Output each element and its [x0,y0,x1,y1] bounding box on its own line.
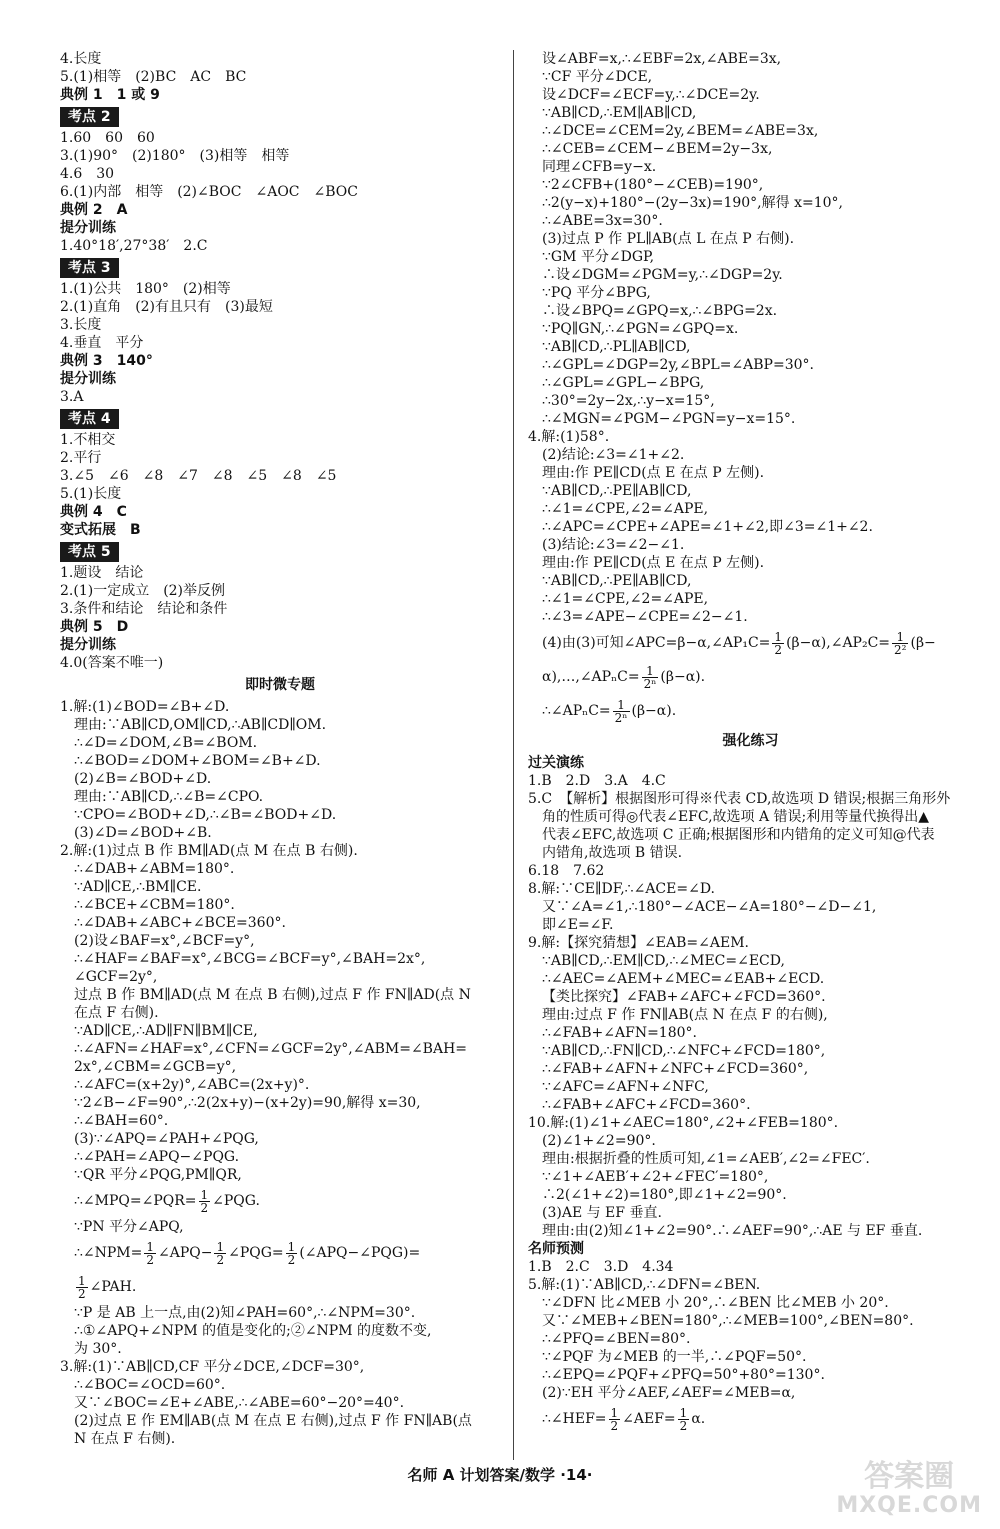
fraction-numerator: 1 [200,1187,209,1202]
fraction-denominator: 2ⁿ [614,710,628,725]
solution-line: ∴设∠DGM=∠PGM=y,∴∠DGP=2y. [542,267,783,283]
solution-line: ∴①∠APQ+∠NPM 的值是变化的;②∠NPM 的度数不变, [74,1323,432,1339]
solution-line: 10.解:(1)∠1+∠AEC=180°,∠2+∠FEB=180°. [528,1115,839,1131]
fraction-denominator: 2 [774,642,783,657]
answer-line: 1.B 2.D 3.A 4.C [528,773,666,789]
section-badge-kaodian-4: 考点 4 [60,409,119,429]
section-badge-kaodian-5: 考点 5 [60,542,119,562]
fraction-two-squared [892,631,908,656]
solution-line-fraction [60,1236,500,1270]
fraction-denominator: 2 [610,1418,619,1433]
fraction-denominator: 2 [200,1200,209,1215]
subsection-label: 提分训练 [60,220,116,236]
solution-line: ∴∠BOD=∠DOM+∠BOM=∠B+∠D. [74,753,321,769]
subsection-label: 提分训练 [60,371,116,387]
fraction-numerator: 1 [679,1405,688,1420]
solution-line: 8.解:∵CE∥DF,∴∠ACE=∠D. [528,881,715,897]
solution-line: 9.解:【探究猜想】∠EAB=∠AEM. [528,935,749,951]
solution-line: ∵CF 平分∠DCE, [542,69,653,85]
solution-line: ∴∠FAB+∠AFN=180°. [542,1025,697,1041]
fraction-denominator: 2² [894,642,907,657]
section-title-qianghua: 强化练习 [722,733,779,749]
solution-line: ∵QR 平分∠PQG,PM∥QR, [74,1167,242,1183]
solution-line: 理由:由(2)知∠1+∠2=90°.∴∠AEF=90°,∴AE 与 EF 垂直. [542,1223,923,1239]
answer-line: 1.不相交 [60,432,116,448]
math-text: ∠PAH. [89,1279,137,1295]
solution-line: ∴∠D=∠DOM,∠B=∠BOM. [74,735,258,751]
solution-line: (3)结论:∠3=∠2−∠1. [542,537,685,553]
answer-line: 3.条件和结论 结论和条件 [60,601,228,617]
section-title-jishi: 即时微专题 [245,677,315,693]
fraction-denominator: 2ⁿ [643,676,657,691]
answer-line: 6.(1)内部 相等 (2)∠BOC ∠AOC ∠BOC [60,184,358,200]
fraction-numerator: 1 [216,1239,225,1254]
solution-line: ∴2(y−x)+180°−(2y−3x)=190°,解得 x=10°, [542,195,843,211]
answer-line: 2.(1)直角 (2)有且只有 (3)最短 [60,299,273,315]
solution-line: 3.解:(1)∵AB∥CD,CF 平分∠DCE,∠DCF=30°, [60,1359,365,1375]
solution-line: ∵AB∥CD,∴PE∥AB∥CD, [542,573,692,589]
solution-line: 理由:根据折叠的性质可知,∠1=∠AEB′,∠2=∠FEC′. [542,1151,870,1167]
math-text: ∠APQ− [158,1245,213,1261]
solution-line-fraction [60,1184,500,1218]
solution-line: ∵AB∥CD,∴FN∥CD,∴∠NFC+∠FCD=180°, [542,1043,826,1059]
solution-line: ∵PQ∥GN,∴∠PGN=∠GPQ=x. [542,321,739,337]
solution-line: 过点 B 作 BM∥AD(点 M 在点 B 右侧),过点 F 作 FN∥AD(点 N [74,987,471,1003]
solution-line: ∴∠GPL=∠GPL−∠BPG, [542,375,705,391]
example-answer: 典例 5 D [60,619,129,635]
solution-line: ∵AB∥CD,∴PE∥AB∥CD, [542,483,692,499]
solution-line-fraction [528,1402,973,1436]
solution-line: 即∠E=∠F. [542,917,614,933]
solution-line: ∴∠MGN=∠PGM−∠PGN=y−x=15°. [542,411,796,427]
solution-line: ∠GCF=2y°, [74,969,158,985]
example-answer: 典例 4 C [60,504,127,520]
solution-line: ∴∠1=∠CPE,∠2=∠APE, [542,591,709,607]
subsection-label: 提分训练 [60,637,116,653]
solution-line: ∵AD∥CE,∴BM∥CE. [74,879,202,895]
solution-line-fraction [528,626,973,660]
solution-line: (2)∠B=∠BOD+∠D. [74,771,212,787]
watermark-logo [836,1460,982,1518]
solution-line: (2)结论:∠3=∠1+∠2. [542,447,685,463]
answer-line: 3.(1)90° (2)180° (3)相等 相等 [60,148,290,164]
solution-line: ∵PN 平分∠APQ, [74,1219,184,1235]
solution-line: ∵AB∥CD,∴EM∥CD,∴∠MEC=∠ECD, [542,953,785,969]
solution-line: ∵∠1+∠AEB′+∠2+∠FEC′=180°, [542,1169,769,1185]
section-badge-kaodian-2: 考点 2 [60,107,119,127]
solution-line: ∴∠1=∠CPE,∠2=∠APE, [542,501,709,517]
solution-line: (3)AE 与 EF 垂直. [542,1205,662,1221]
section-badge-kaodian-3: 考点 3 [60,258,119,278]
answer-line: 2.平行 [60,450,102,466]
solution-line: ∵P 是 AB 上一点,由(2)知∠PAH=60°,∴∠NPM=30°. [74,1305,416,1321]
fraction-numerator: 1 [642,665,659,678]
solution-line: 又∵∠MEB+∠BEN=180°,∴∠MEB=100°,∠BEN=80°. [542,1313,914,1329]
solution-line: ∴∠EPQ=∠PQF+∠PFQ=50°+80°=130°. [542,1367,825,1383]
solution-line: 2x°,∠CBM=∠GCB=y°, [74,1059,237,1075]
solution-line: (2)∵EH 平分∠AEF,∠AEF=∠MEB=α, [542,1385,796,1401]
math-text: ∴∠APₙC= [542,703,611,719]
solution-line: (2)∠1+∠2=90°. [542,1133,656,1149]
solution-line: ∵∠AFC=∠AFN+∠NFC, [542,1079,709,1095]
solution-line: 理由:过点 F 作 FN∥AB(点 N 在点 F 的右侧), [542,1007,828,1023]
fraction-two-n [613,699,630,724]
solution-line: ∴∠BCE+∠CBM=180°. [74,897,235,913]
left-column [60,50,500,1448]
solution-line: 理由:作 PE∥CD(点 E 在点 P 左侧). [542,465,765,481]
solution-line: (2)设∠BAF=x°,∠BCF=y°, [74,933,255,949]
fraction-numerator: 1 [613,699,630,712]
answer-line: 1.题设 结论 [60,565,144,581]
solution-line: ∵AB∥CD,∴PL∥AB∥CD, [542,339,691,355]
solution-line: ∴∠BOC=∠OCD=60°. [74,1377,226,1393]
solution-line: 又∵∠BOC=∠E+∠ABE,∴∠ABE=60°−20°=40°. [74,1395,405,1411]
answer-line: 4.0(答案不唯一) [60,655,164,671]
solution-line: 2.解:(1)过点 B 作 BM∥AD(点 M 在点 B 右侧). [60,843,358,859]
solution-line: ∴∠GPL=∠DGP=2y,∠BPL=∠ABP=30°. [542,357,814,373]
solution-line: ∵2∠CFB+(180°−∠CEB)=190°, [542,177,764,193]
right-column [528,50,973,1436]
answer-line: 1.40°18′,27°38′ 2.C [60,238,208,254]
solution-line: 在点 F 右侧). [74,1005,159,1021]
solution-line: ∵AD∥CE,∴AD∥FN∥BM∥CE, [74,1023,258,1039]
math-text: ∴∠NPM= [74,1245,143,1261]
answer-line: 1.(1)公共 180° (2)相等 [60,281,231,297]
solution-line-fraction [528,660,973,694]
math-text: (∠APQ−∠PQG)= [299,1245,421,1261]
fraction-denominator: 2 [146,1252,155,1267]
math-text: ∠PQG. [212,1193,260,1209]
solution-line: ∵PQ 平分∠BPG, [542,285,651,301]
solution-line: ∴∠HAF=∠BAF=x°,∠BCG=∠BCF=y°,∠BAH=2x°, [74,951,426,967]
answer-line: 4.长度 [60,51,102,67]
page-footer: 名师 A 计划答案/数学 ·14· [407,1466,593,1484]
fraction-half [772,631,784,656]
fraction-numerator: 1 [892,631,908,644]
answer-line: 4.6 30 [60,166,115,182]
solution-line: 设∠ABF=x,∴∠EBF=2x,∠ABE=3x, [542,51,782,67]
solution-line: 1.解:(1)∠BOD=∠B+∠D. [60,699,230,715]
solution-line-fraction [528,694,973,728]
answer-line: 3.长度 [60,317,102,333]
solution-line: ∴∠BAH=60°. [74,1113,169,1129]
solution-line: ∴∠3=∠APE−∠CPE=∠2−∠1. [542,609,748,625]
math-text: ∠PQG= [228,1245,284,1261]
solution-line: ∵2∠B−∠F=90°,∴2(2x+y)−(x+2y)=90,解得 x=30, [74,1095,421,1111]
math-text: α),…,∠APₙC= [542,669,640,685]
solution-line: ∵AB∥CD,∴EM∥AB∥CD, [542,105,697,121]
watermark-url: MXQE.COM [836,1493,982,1518]
solution-line: 理由:∵AB∥CD,∴∠B=∠CPO. [74,789,264,805]
solution-line: (3)过点 P 作 PL∥AB(点 L 在点 P 右侧). [542,231,795,247]
fraction-half [76,1275,88,1300]
fraction-denominator: 2 [287,1252,296,1267]
fraction-numerator: 1 [774,629,783,644]
math-text: (β−α),∠AP₂C= [786,635,891,651]
solution-line: (3)∵∠APQ=∠PAH+∠PQG, [74,1131,259,1147]
fraction-numerator: 1 [146,1239,155,1254]
solution-line: ∴∠CEB=∠CEM−∠BEM=2y−3x, [542,141,773,157]
answer-line: 角的性质可得◎代表∠EFC,故选项 A 错误;利用等量代换得出▲ [542,809,930,825]
fraction-half [286,1241,298,1266]
math-text: α. [691,1411,706,1427]
answer-line: 5.(1)长度 [60,486,122,502]
solution-line: 设∠DCF=∠ECF=y,∴∠DCE=2y. [542,87,760,103]
fraction-denominator: 2 [679,1418,688,1433]
answer-line: 5.C 【解析】根据图形可得※代表 CD,故选项 D 错误;根据三角形外 [528,791,951,807]
subsection-label: 名师预测 [528,1241,584,1257]
solution-line: 同理∠CFB=y−x. [542,159,657,175]
math-text: ∠AEF= [622,1411,676,1427]
answer-line: 5.(1)相等 (2)BC AC BC [60,69,247,85]
solution-line: ∴∠APC=∠CPE+∠APE=∠1+∠2,即∠3=∠1+∠2. [542,519,873,535]
solution-line: (3)∠D=∠BOD+∠B. [74,825,212,841]
solution-line: ∴∠DAB+∠ABC+∠BCE=360°. [74,915,286,931]
solution-line: ∴∠PFQ=∠BEN=80°. [542,1331,691,1347]
solution-line: 为 30°. [74,1341,122,1357]
fraction-numerator: 1 [287,1239,296,1254]
answer-line: 3.A [60,389,84,405]
solution-line: ∴∠AEC=∠AEM+∠MEC=∠EAB+∠ECD. [542,971,825,987]
solution-line: ∴∠FAB+∠AFC+∠FCD=360°. [542,1097,751,1113]
fraction-half [678,1407,690,1432]
solution-line: ∵CPO=∠BOD+∠D,∴∠B=∠BOD+∠D. [74,807,337,823]
variant-answer: 变式拓展 B [60,522,141,538]
solution-line: ∵∠DFN 比∠MEB 小 20°,∴∠BEN 比∠MEB 小 20°. [542,1295,889,1311]
solution-line: 理由:作 PE∥CD(点 E 在点 P 左侧). [542,555,765,571]
answer-line: 3.∠5 ∠6 ∠8 ∠7 ∠8 ∠5 ∠8 ∠5 [60,468,337,484]
solution-line: ∴∠ABE=3x=30°. [542,213,663,229]
math-text: (β− [910,635,936,651]
math-text: ∴∠HEF= [542,1411,607,1427]
solution-line: ∴2(∠1+∠2)=180°,即∠1+∠2=90°. [542,1187,787,1203]
math-text: (β−α). [660,669,706,685]
solution-line: 【类比探究】∠FAB+∠AFC+∠FCD=360°. [542,989,826,1005]
answer-line: 1.B 2.C 3.D 4.34 [528,1259,674,1275]
fraction-half [144,1241,156,1266]
solution-line: ∴∠AFC=(x+2y)°,∠ABC=(2x+y)°. [74,1077,310,1093]
answer-line: 4.垂直 平分 [60,335,144,351]
fraction-half [214,1241,226,1266]
solution-line: (2)过点 E 作 EM∥AB(点 M 在点 E 右侧),过点 F 作 FN∥AB(点 [74,1413,472,1429]
math-text: ∴∠MPQ=∠PQR= [74,1193,197,1209]
solution-line: ∴30°=2y−2x,∴y−x=15°, [542,393,715,409]
fraction-denominator: 2 [78,1286,86,1301]
watermark-text: 答案圈 [864,1459,955,1494]
fraction-denominator: 2 [216,1252,225,1267]
fraction-numerator: 1 [610,1405,619,1420]
example-answer: 典例 2 A [60,202,128,218]
answer-line: 2.(1)一定成立 (2)举反例 [60,583,226,599]
solution-line: ∵∠PQF 为∠MEB 的一半,∴∠PQF=50°. [542,1349,807,1365]
solution-line: ∴设∠BPQ=∠GPQ=x,∴∠BPG=2x. [542,303,778,319]
solution-line: ∴∠PAH=∠APQ−∠PQG. [74,1149,240,1165]
subsection-label: 过关演练 [528,755,584,771]
solution-line: ∴∠DAB+∠ABM=180°. [74,861,235,877]
solution-line: 理由:∵AB∥CD,OM∥CD,∴AB∥CD∥OM. [74,717,327,733]
solution-line: 5.解:(1)∵AB∥CD,∴∠DFN=∠BEN. [528,1277,761,1293]
solution-line: N 在点 F 右侧). [74,1431,176,1447]
answer-line: 内错角,故选项 B 错误. [542,845,683,861]
example-answer: 典例 3 140° [60,353,153,369]
answer-line: 1.60 60 60 [60,130,155,146]
solution-line-fraction [60,1270,500,1304]
math-text: (β−α). [631,703,677,719]
fraction-half [199,1189,211,1214]
solution-line: 又∵∠A=∠1,∴180°−∠ACE−∠A=180°−∠D−∠1, [542,899,877,915]
solution-line: 4.解:(1)58°. [528,429,610,445]
fraction-two-n [642,665,659,690]
fraction-half [609,1407,621,1432]
solution-line: ∴∠DCE=∠CEM=2y,∠BEM=∠ABE=3x, [542,123,819,139]
solution-line: ∴∠AFN=∠HAF=x°,∠CFN=∠GCF=2y°,∠ABM=∠BAH= [74,1041,468,1057]
solution-line: ∵GM 平分∠DGP, [542,249,655,265]
answer-line: 代表∠EFC,故选项 C 正确;根据图形和内错角的定义可知@代表 [542,827,935,843]
math-text: (4)由(3)可知∠APC=β−α,∠AP₁C= [542,635,771,651]
column-divider [513,50,514,1460]
example-answer: 典例 1 1 或 9 [60,87,160,103]
answer-line: 6.18 7.62 [528,863,605,879]
solution-line: ∴∠FAB+∠AFN+∠NFC+∠FCD=360°, [542,1061,809,1077]
fraction-numerator: 1 [78,1273,86,1288]
